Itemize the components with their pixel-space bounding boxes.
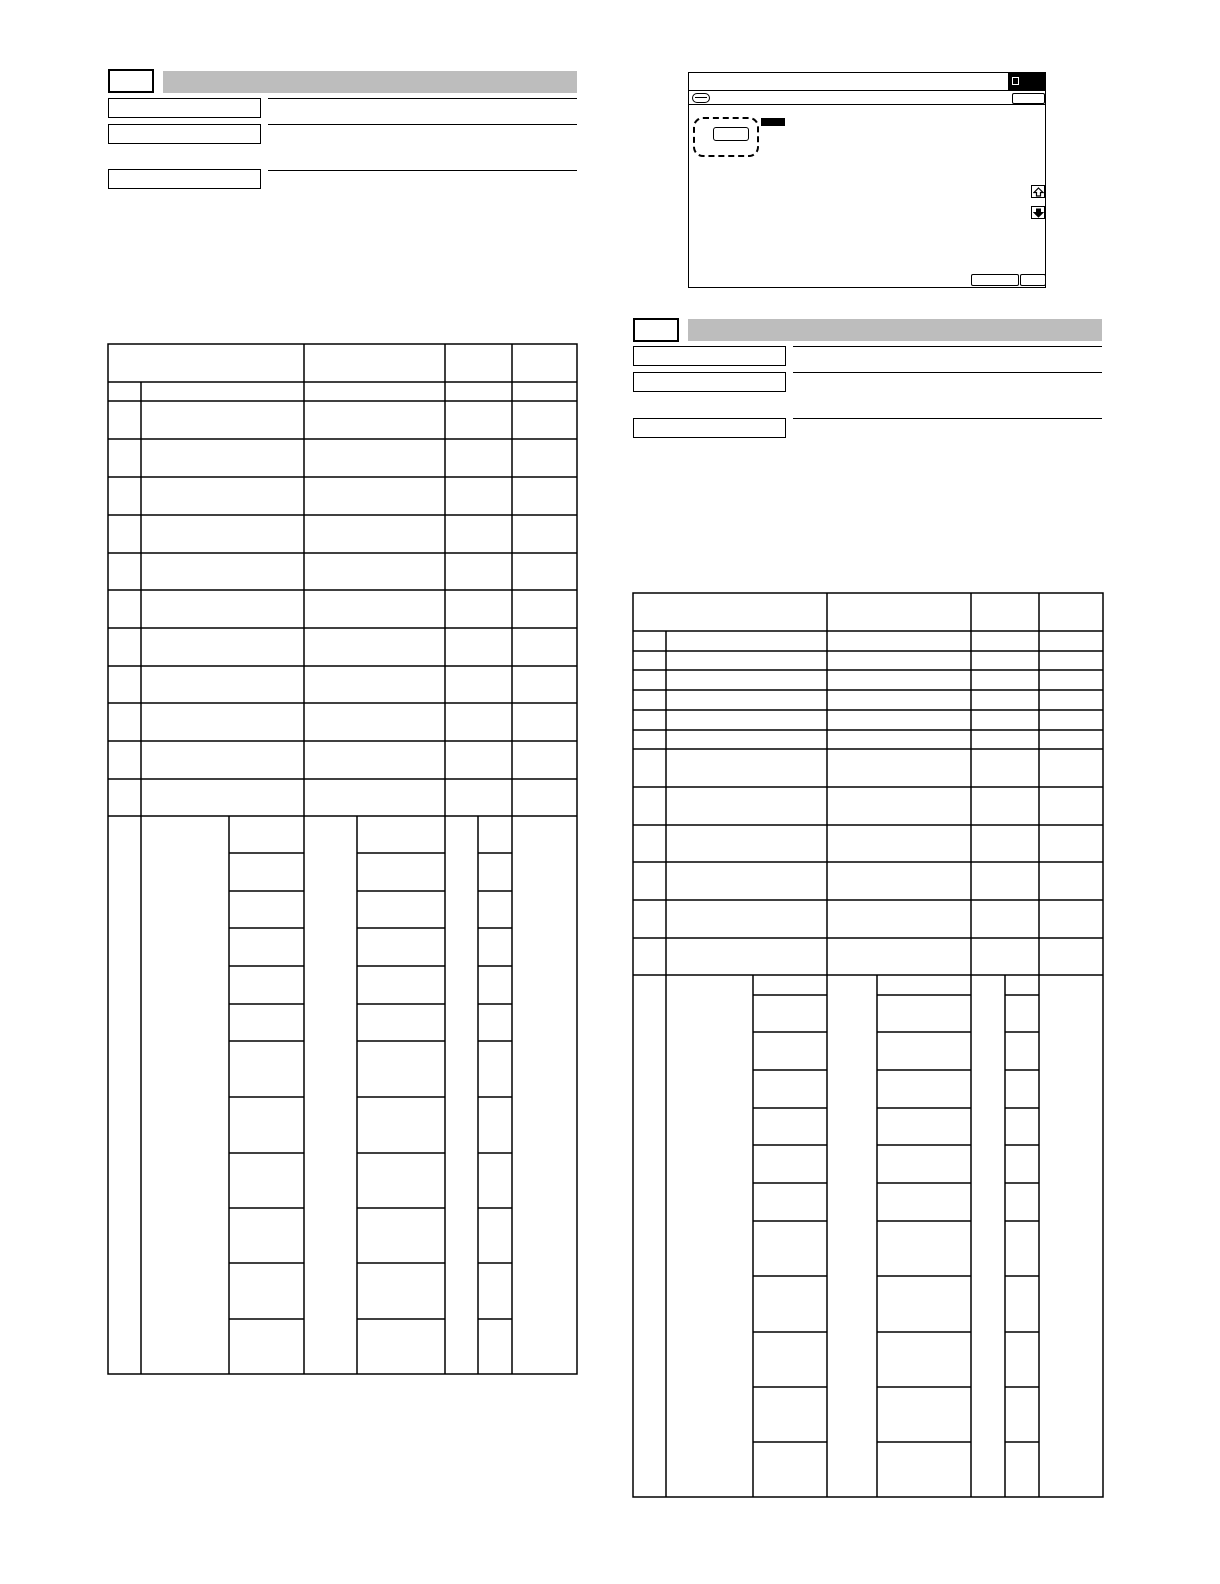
right-table-frame [633, 593, 1103, 1497]
